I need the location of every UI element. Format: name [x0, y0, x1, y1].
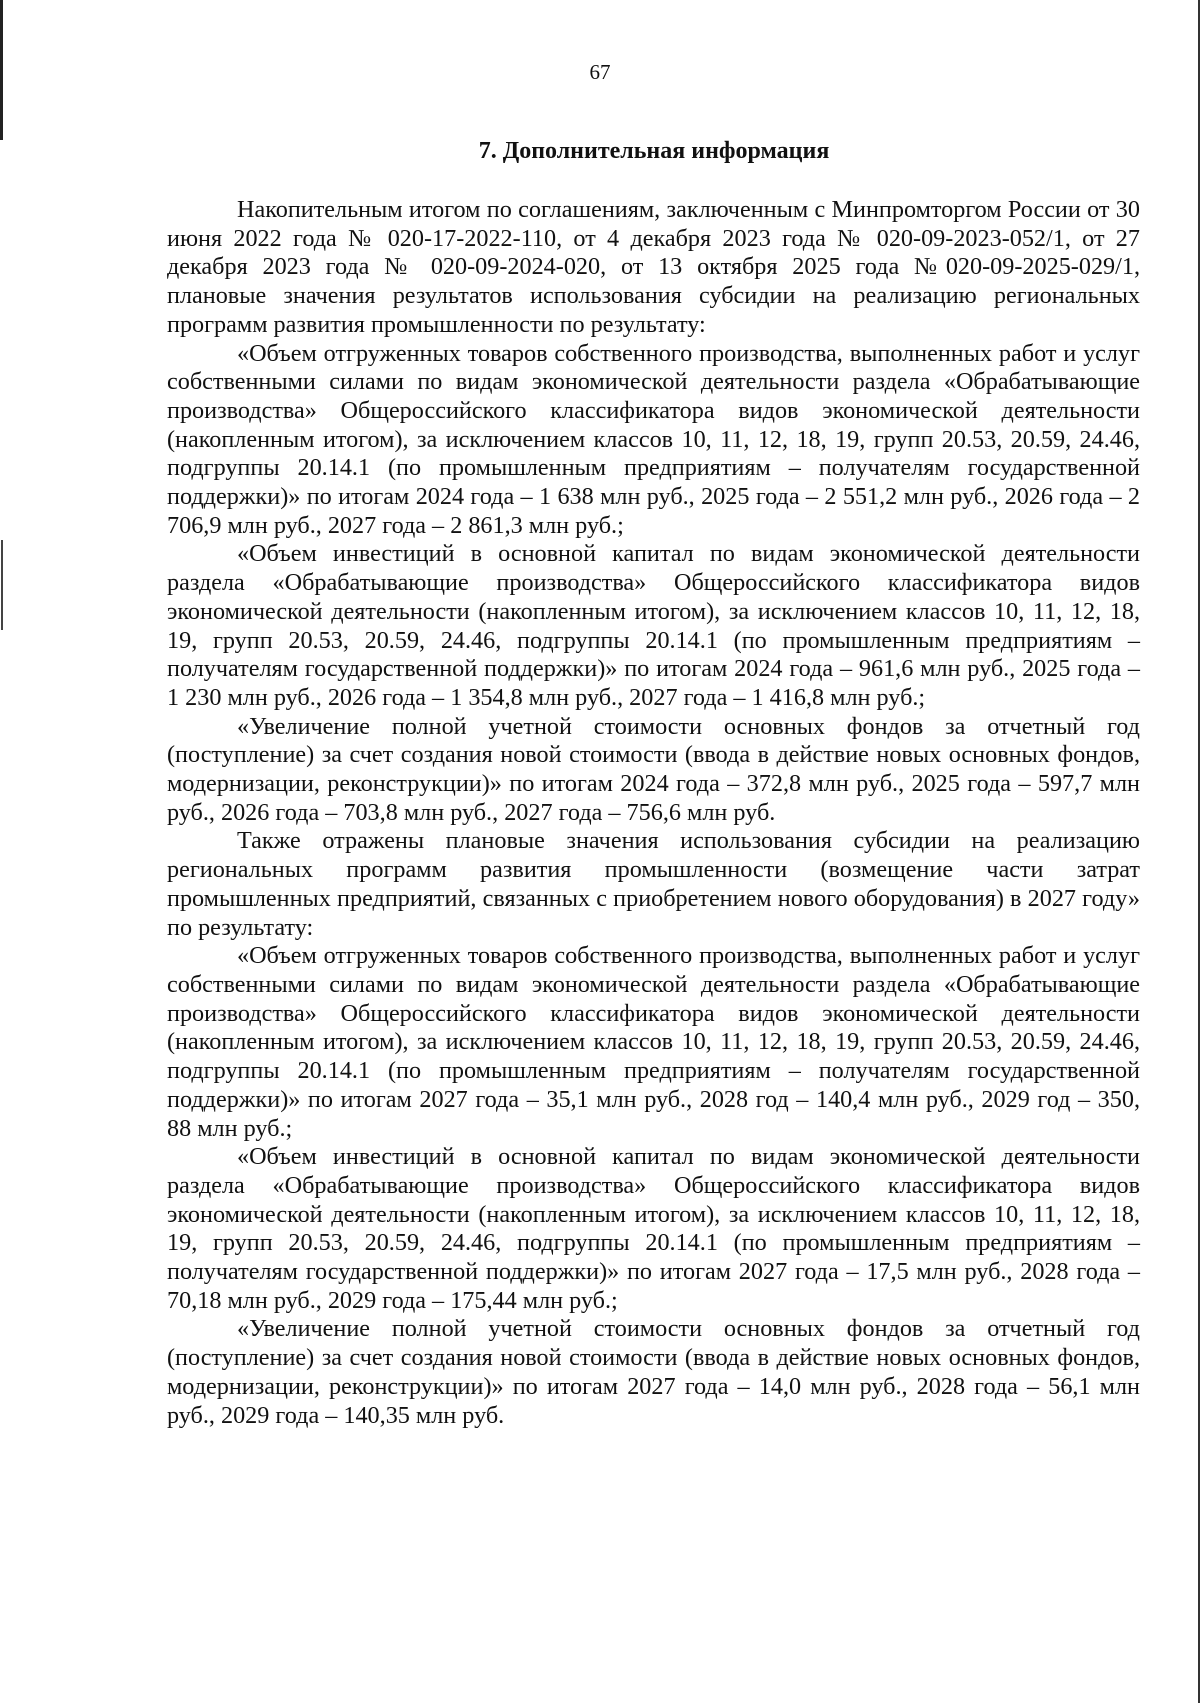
paragraph-fixed-assets-2024: «Увеличение полной учетной стоимости основных фондов за отчетный год (поступление) за счет создания новой стоимости (ввода в действие новых основных фондов, модернизации, реконструкции)» по итогам 2024 года – 372,8 млн руб., 2025 года – 597,7 млн руб., 2026 года – 703,8 млн руб., 2027 года – 756,6 млн руб.: [167, 712, 1140, 826]
paragraph-intro: Накопительным итогом по соглашениям, заключенным с Минпромторгом России от 30 июня 2022 года № 020-17-2022-110, от 4 декабря 2023 года № 020-09-2023-052/1, от 27 декабря 2023 года № 020-09-2024-020, от 13 октября 2025 года №020-09-2025-029/1, плановые значения результатов использования субсидии на реализацию региональных программ развития промышленности по результату:: [167, 196, 1140, 338]
paragraph-fixed-assets-2027: «Увеличение полной учетной стоимости основных фондов за отчетный год (поступление) за счет создания новой стоимости (ввода в действие новых основных фондов, модернизации, реконструкции)» по итогам 2027 года – 14,0 млн руб., 2028 года – 56,1 млн руб., 2029 года – 140,35 млн руб.: [167, 1315, 1140, 1429]
section-title: 7. Дополнительная информация: [478, 138, 830, 164]
scan-edge-left-mark: [1, 540, 3, 630]
paragraph-equipment-intro: Также отражены плановые значения использования субсидии на реализацию региональных программ развития промышленности (возмещение части затрат промышленных предприятий, связанных с приобретением нового оборудования) в 2027 году» по результату:: [167, 827, 1140, 941]
paragraph-shipped-goods-2027: «Объем отгруженных товаров собственного производства, выполненных работ и услуг собственными силами по видам экономической деятельности раздела «Обрабатывающие производства» Общероссийского классификатора видов экономической деятельности (накопленным итогом), за исключением классов 10, 11, 12, 18, 19, групп 20.53, 20.59, 24.46, подгруппы 20.14.1 (по промышленным предприятиям – получателям государственной поддержки)» по итогам 2027 года – 35,1 млн руб., 2028 год – 140,4 млн руб., 2029 год – 350, 88 млн руб.;: [167, 942, 1140, 1142]
paragraph-investments-2027: «Объем инвестиций в основной капитал по видам экономической деятельности раздела «Обрабатывающие производства» Общероссийского классификатора видов экономической деятельности (накопленным итогом), за исключением классов 10, 11, 12, 18, 19, групп 20.53, 20.59, 24.46, подгруппы 20.14.1 (по промышленным предприятиям – получателям государственной поддержки)» по итогам 2027 года – 17,5 млн руб., 2028 года – 70,18 млн руб., 2029 года – 175,44 млн руб.;: [167, 1143, 1140, 1314]
page-number: 67: [589, 60, 611, 84]
paragraph-shipped-goods-2024: «Объем отгруженных товаров собственного производства, выполненных работ и услуг собственными силами по видам экономической деятельности раздела «Обрабатывающие производства» Общероссийского классификатора видов экономической деятельности (накопленным итогом), за исключением классов 10, 11, 12, 18, 19, групп 20.53, 20.59, 24.46, подгруппы 20.14.1 (по промышленным предприятиям – получателям государственной поддержки)» по итогам 2024 года – 1 638 млн руб., 2025 года – 2 551,2 млн руб., 2026 года – 2 706,9 млн руб., 2027 года – 2 861,3 млн руб.;: [167, 339, 1140, 539]
document-body: [167, 196, 1140, 1430]
paragraph-investments-2024: «Объем инвестиций в основной капитал по видам экономической деятельности раздела «Обрабатывающие производства» Общероссийского классификатора видов экономической деятельности (накопленным итогом), за исключением классов 10, 11, 12, 18, 19, групп 20.53, 20.59, 24.46, подгруппы 20.14.1 (по промышленным предприятиям – получателям государственной поддержки)» по итогам 2024 года – 961,6 млн руб., 2025 года – 1 230 млн руб., 2026 года – 1 354,8 млн руб., 2027 года – 1 416,8 млн руб.;: [167, 540, 1140, 711]
